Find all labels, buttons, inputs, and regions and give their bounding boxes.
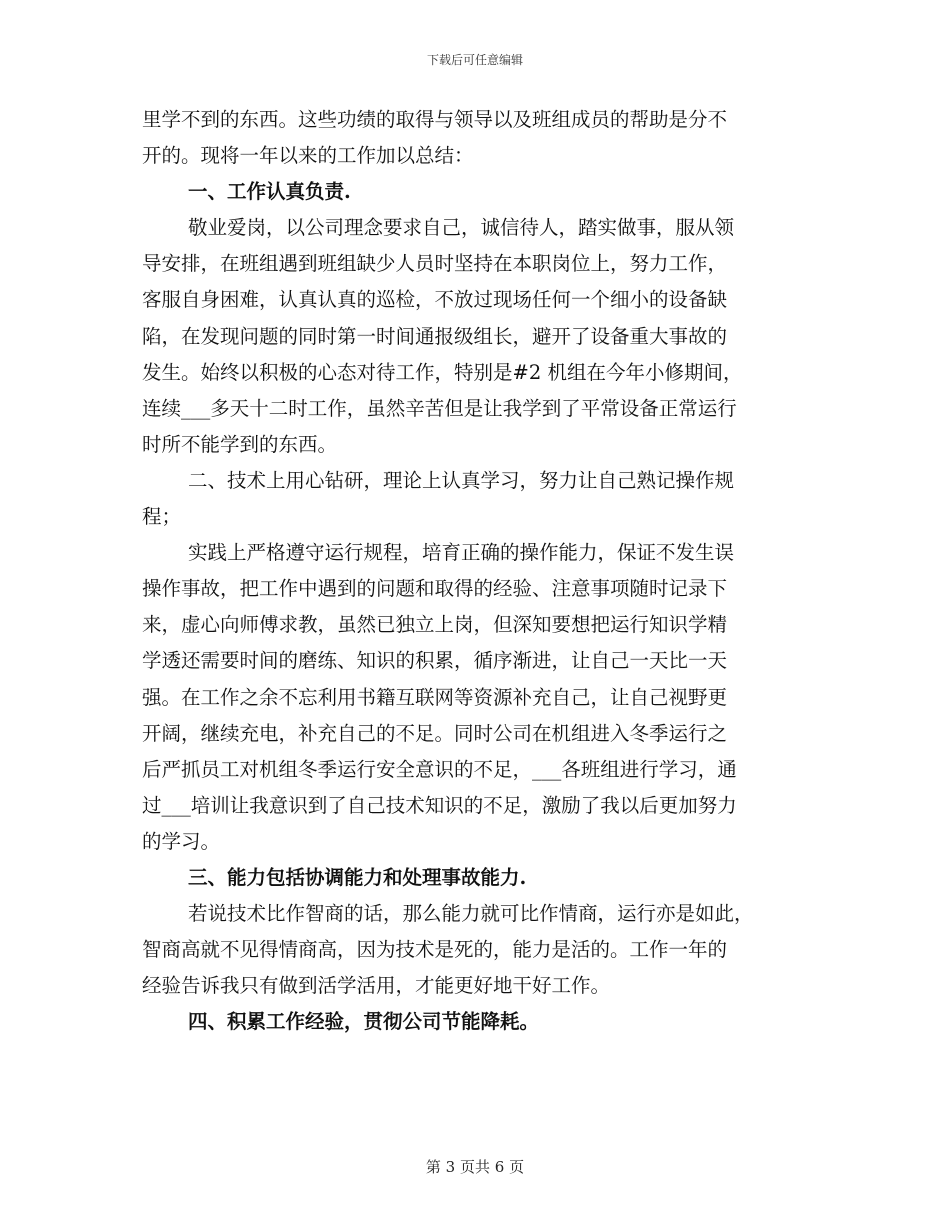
text-line: 客服自身困难，认真认真的巡检，不放过现场任何一个细小的设备缺	[142, 288, 728, 312]
text-line: 来，虚心向师傅求教，虽然已独立上岗，但深知要想把运行知识学精	[142, 613, 728, 637]
text-line: 陷，在发现问题的同时第一时间通报级组长，避开了设备重大事故的	[142, 324, 728, 348]
text-line: 开的。现将一年以来的工作加以总结：	[142, 144, 474, 168]
section-heading-1: 一、工作认真负责.	[188, 180, 351, 204]
section-heading-4: 四、积累工作经验，贯彻公司节能降耗。	[188, 1010, 540, 1034]
text-line: 连续___多天十二时工作，虽然辛苦但是让我学到了平常设备正常运行	[142, 396, 737, 420]
text-line: 过___培训让我意识到了自己技术知识的不足，激励了我以后更加努力	[142, 793, 737, 817]
section-heading-2: 二、技术上用心钻研，理论上认真学习，努力让自己熟记操作规	[188, 468, 735, 492]
text-line: 学透还需要时间的磨练、知识的积累，循序渐进，让自己一天比一天	[142, 649, 728, 673]
text-line: 导安排，在班组遇到班组缺少人员时坚持在本职岗位上，努力工作，	[142, 252, 728, 276]
text-line: 敬业爱岗，以公司理念要求自己，诚信待人，踏实做事，服从领	[188, 216, 735, 240]
text-line: 强。在工作之余不忘利用书籍互联网等资源补充自己，让自己视野更	[142, 685, 728, 709]
text-line: 实践上严格遵守运行规程，培育正确的操作能力，保证不发生误	[188, 541, 735, 565]
text-line: 操作事故，把工作中遇到的问题和取得的经验、注意事项随时记录下	[142, 577, 728, 601]
text-line: 里学不到的东西。这些功绩的取得与领导以及班组成员的帮助是分不	[142, 108, 728, 131]
section-heading-3: 三、能力包括协调能力和处理事故能力.	[188, 865, 527, 889]
page-header: 下载后可任意编辑	[426, 53, 523, 67]
document-body	[142, 102, 806, 1040]
text-line: 程；	[142, 505, 182, 529]
text-line: 的学习。	[142, 829, 221, 853]
page-number: 第 3 页共 6 页	[425, 1158, 525, 1176]
text-line: 开阔，继续充电，补充自己的不足。同时公司在机组进入冬季运行之	[142, 721, 728, 745]
text-line: 智商高就不见得情商高，因为技术是死的，能力是活的。工作一年的	[142, 938, 728, 962]
text-line: 发生。始终以积极的心态对待工作，特别是#2 机组在今年小修期间，	[142, 360, 743, 384]
text-line: 时所不能学到的东西。	[142, 432, 338, 456]
text-line: 后严抓员工对机组冬季运行安全意识的不足，___各班组进行学习，通	[142, 757, 737, 781]
text-line: 经验告诉我只有做到活学活用，才能更好地干好工作。	[142, 974, 611, 998]
text-line: 若说技术比作智商的话，那么能力就可比作情商，运行亦是如此，	[188, 902, 754, 926]
